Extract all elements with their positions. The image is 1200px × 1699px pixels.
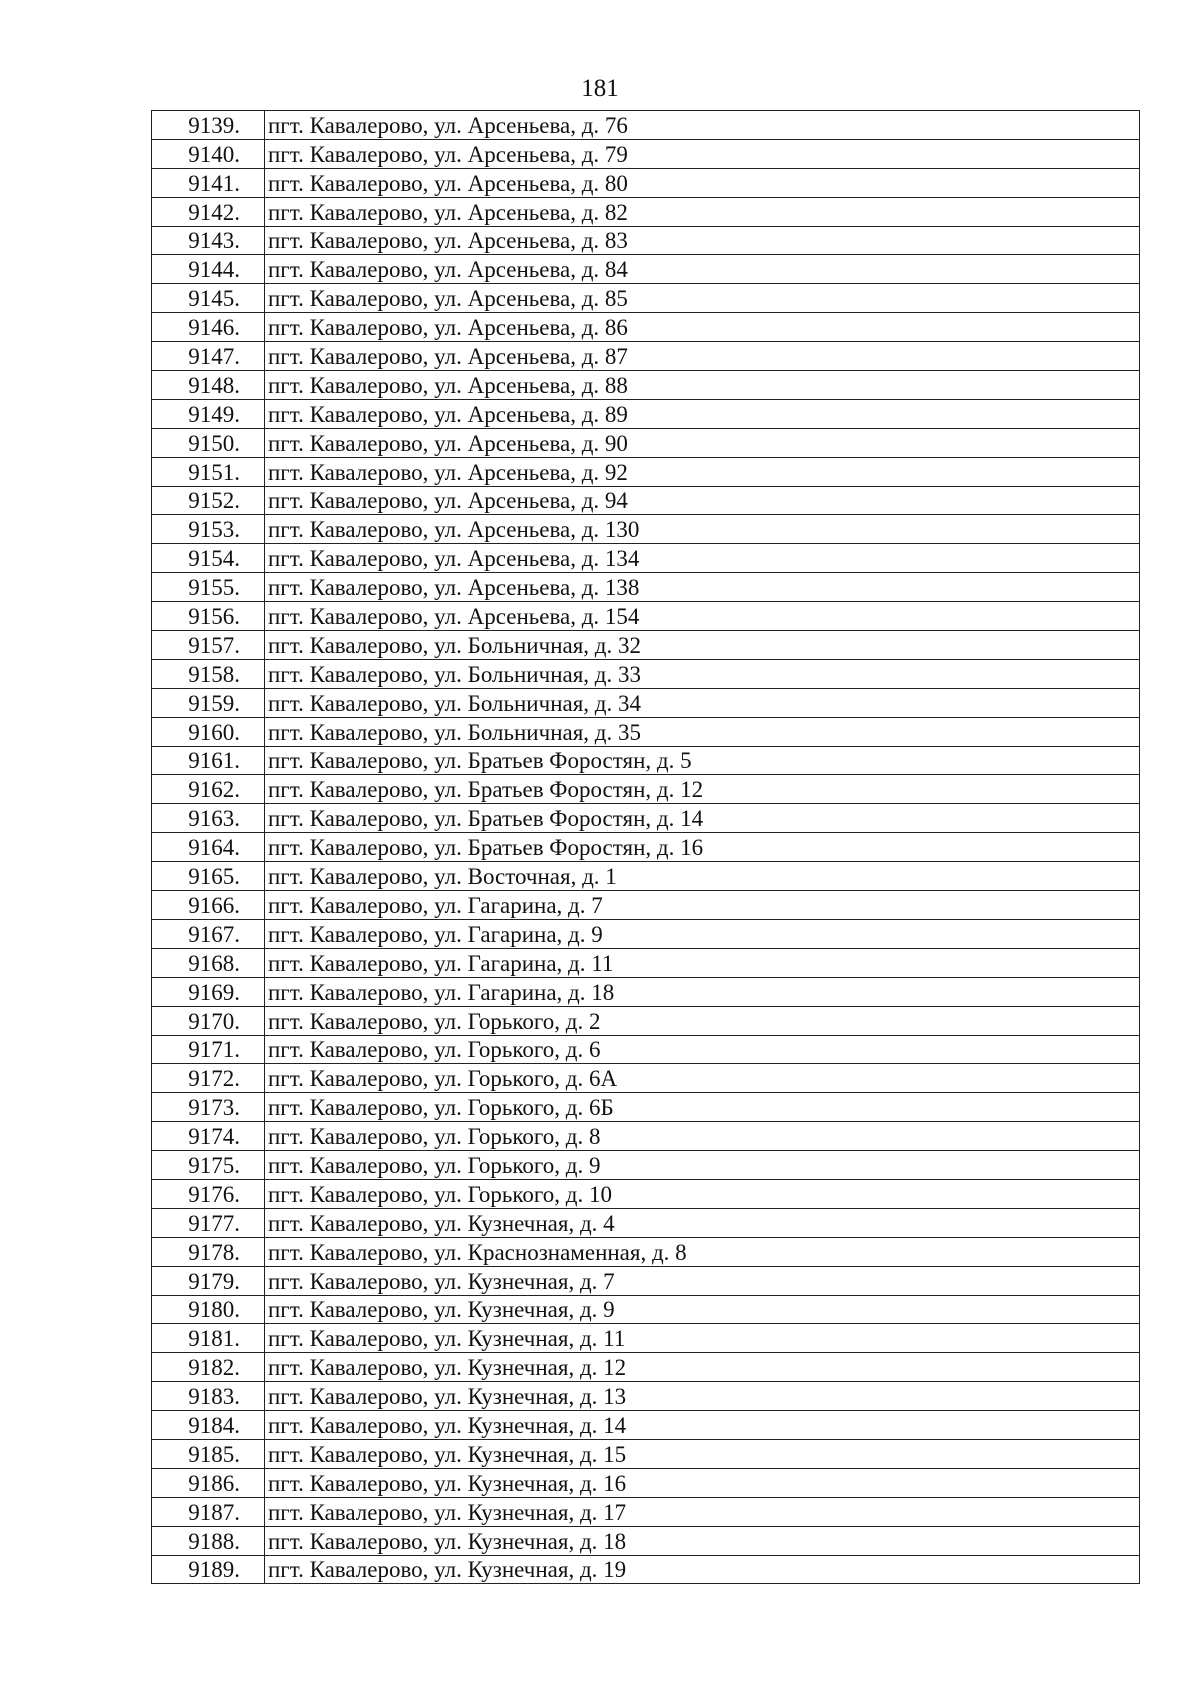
table-row <box>152 631 1140 660</box>
row-address: пгт. Кавалерово, ул. Гагарина, д. 7 <box>265 891 1140 920</box>
row-address: пгт. Кавалерово, ул. Горького, д. 10 <box>265 1179 1140 1208</box>
row-address: пгт. Кавалерово, ул. Кузнечная, д. 4 <box>265 1208 1140 1237</box>
row-address: пгт. Кавалерово, ул. Арсеньева, д. 138 <box>265 573 1140 602</box>
row-number: 9157. <box>152 631 265 660</box>
row-number: 9140. <box>152 139 265 168</box>
row-number: 9146. <box>152 313 265 342</box>
table-row <box>152 1093 1140 1122</box>
table-row <box>152 1468 1140 1497</box>
table-row <box>152 688 1140 717</box>
table-row <box>152 919 1140 948</box>
row-number: 9183. <box>152 1382 265 1411</box>
row-address: пгт. Кавалерово, ул. Братьев Форостян, д. 12 <box>265 775 1140 804</box>
row-number: 9182. <box>152 1353 265 1382</box>
page-number: 181 <box>581 75 619 102</box>
row-number: 9172. <box>152 1064 265 1093</box>
row-address: пгт. Кавалерово, ул. Арсеньева, д. 89 <box>265 399 1140 428</box>
table-row <box>152 891 1140 920</box>
row-address: пгт. Кавалерово, ул. Кузнечная, д. 9 <box>265 1295 1140 1324</box>
table-row <box>152 1035 1140 1064</box>
table-row <box>152 1382 1140 1411</box>
row-address: пгт. Кавалерово, ул. Больничная, д. 34 <box>265 688 1140 717</box>
row-address: пгт. Кавалерово, ул. Арсеньева, д. 92 <box>265 457 1140 486</box>
row-number: 9185. <box>152 1439 265 1468</box>
table-row <box>152 1266 1140 1295</box>
row-number: 9162. <box>152 775 265 804</box>
row-address: пгт. Кавалерово, ул. Кузнечная, д. 17 <box>265 1497 1140 1526</box>
row-number: 9151. <box>152 457 265 486</box>
row-address: пгт. Кавалерово, ул. Гагарина, д. 9 <box>265 919 1140 948</box>
row-number: 9177. <box>152 1208 265 1237</box>
row-number: 9150. <box>152 428 265 457</box>
table-row <box>152 168 1140 197</box>
table-row <box>152 1555 1140 1584</box>
row-number: 9158. <box>152 659 265 688</box>
row-address: пгт. Кавалерово, ул. Кузнечная, д. 16 <box>265 1468 1140 1497</box>
row-number: 9142. <box>152 197 265 226</box>
row-address: пгт. Кавалерово, ул. Арсеньева, д. 134 <box>265 544 1140 573</box>
row-number: 9143. <box>152 226 265 255</box>
row-number: 9184. <box>152 1411 265 1440</box>
table-row <box>152 313 1140 342</box>
row-number: 9155. <box>152 573 265 602</box>
row-number: 9188. <box>152 1526 265 1555</box>
table-row <box>152 746 1140 775</box>
row-number: 9159. <box>152 688 265 717</box>
row-number: 9178. <box>152 1237 265 1266</box>
table-row <box>152 197 1140 226</box>
row-address: пгт. Кавалерово, ул. Больничная, д. 33 <box>265 659 1140 688</box>
row-address: пгт. Кавалерово, ул. Братьев Форостян, д. 16 <box>265 833 1140 862</box>
table-row <box>152 1237 1140 1266</box>
row-address: пгт. Кавалерово, ул. Арсеньева, д. 82 <box>265 197 1140 226</box>
row-address: пгт. Кавалерово, ул. Кузнечная, д. 12 <box>265 1353 1140 1382</box>
row-address: пгт. Кавалерово, ул. Кузнечная, д. 18 <box>265 1526 1140 1555</box>
row-number: 9180. <box>152 1295 265 1324</box>
row-address: пгт. Кавалерово, ул. Арсеньева, д. 79 <box>265 139 1140 168</box>
row-address: пгт. Кавалерово, ул. Больничная, д. 32 <box>265 631 1140 660</box>
row-address: пгт. Кавалерово, ул. Гагарина, д. 18 <box>265 977 1140 1006</box>
row-address: пгт. Кавалерово, ул. Братьев Форостян, д. 5 <box>265 746 1140 775</box>
table-row <box>152 775 1140 804</box>
row-number: 9176. <box>152 1179 265 1208</box>
row-number: 9164. <box>152 833 265 862</box>
table-row <box>152 428 1140 457</box>
table-row <box>152 1006 1140 1035</box>
row-address: пгт. Кавалерово, ул. Арсеньева, д. 76 <box>265 111 1140 140</box>
table-row <box>152 717 1140 746</box>
table-row <box>152 573 1140 602</box>
row-address: пгт. Кавалерово, ул. Арсеньева, д. 154 <box>265 602 1140 631</box>
table-row <box>152 1208 1140 1237</box>
row-number: 9186. <box>152 1468 265 1497</box>
row-address: пгт. Кавалерово, ул. Кузнечная, д. 19 <box>265 1555 1140 1584</box>
row-number: 9139. <box>152 111 265 140</box>
row-address: пгт. Кавалерово, ул. Горького, д. 8 <box>265 1122 1140 1151</box>
table-row <box>152 139 1140 168</box>
row-number: 9149. <box>152 399 265 428</box>
table-row <box>152 804 1140 833</box>
row-address: пгт. Кавалерово, ул. Арсеньева, д. 83 <box>265 226 1140 255</box>
row-address: пгт. Кавалерово, ул. Арсеньева, д. 86 <box>265 313 1140 342</box>
table-row <box>152 255 1140 284</box>
row-address: пгт. Кавалерово, ул. Кузнечная, д. 15 <box>265 1439 1140 1468</box>
table-row <box>152 486 1140 515</box>
row-number: 9174. <box>152 1122 265 1151</box>
row-address: пгт. Кавалерово, ул. Арсеньева, д. 80 <box>265 168 1140 197</box>
table-row <box>152 1497 1140 1526</box>
row-number: 9168. <box>152 948 265 977</box>
table-row <box>152 284 1140 313</box>
row-number: 9161. <box>152 746 265 775</box>
row-address: пгт. Кавалерово, ул. Кузнечная, д. 13 <box>265 1382 1140 1411</box>
table-row <box>152 1353 1140 1382</box>
table-row <box>152 1526 1140 1555</box>
table-row <box>152 111 1140 140</box>
row-address: пгт. Кавалерово, ул. Арсеньева, д. 84 <box>265 255 1140 284</box>
row-number: 9169. <box>152 977 265 1006</box>
table-row <box>152 544 1140 573</box>
row-number: 9160. <box>152 717 265 746</box>
address-table <box>151 110 1140 1584</box>
table-row <box>152 371 1140 400</box>
row-address: пгт. Кавалерово, ул. Горького, д. 9 <box>265 1151 1140 1180</box>
row-address: пгт. Кавалерово, ул. Арсеньева, д. 88 <box>265 371 1140 400</box>
address-table-body <box>152 111 1140 1584</box>
row-number: 9152. <box>152 486 265 515</box>
row-number: 9144. <box>152 255 265 284</box>
row-address: пгт. Кавалерово, ул. Кузнечная, д. 14 <box>265 1411 1140 1440</box>
row-number: 9170. <box>152 1006 265 1035</box>
row-address: пгт. Кавалерово, ул. Арсеньева, д. 130 <box>265 515 1140 544</box>
row-number: 9147. <box>152 342 265 371</box>
row-number: 9189. <box>152 1555 265 1584</box>
row-address: пгт. Кавалерово, ул. Кузнечная, д. 11 <box>265 1324 1140 1353</box>
row-address: пгт. Кавалерово, ул. Гагарина, д. 11 <box>265 948 1140 977</box>
row-address: пгт. Кавалерово, ул. Арсеньева, д. 90 <box>265 428 1140 457</box>
table-row <box>152 1122 1140 1151</box>
row-number: 9175. <box>152 1151 265 1180</box>
row-number: 9141. <box>152 168 265 197</box>
table-row <box>152 1179 1140 1208</box>
row-number: 9181. <box>152 1324 265 1353</box>
row-address: пгт. Кавалерово, ул. Краснознаменная, д. 8 <box>265 1237 1140 1266</box>
table-row <box>152 342 1140 371</box>
table-row <box>152 226 1140 255</box>
row-number: 9156. <box>152 602 265 631</box>
row-number: 9167. <box>152 919 265 948</box>
row-address: пгт. Кавалерово, ул. Кузнечная, д. 7 <box>265 1266 1140 1295</box>
row-number: 9173. <box>152 1093 265 1122</box>
table-row <box>152 1411 1140 1440</box>
table-row <box>152 977 1140 1006</box>
row-address: пгт. Кавалерово, ул. Горького, д. 6 <box>265 1035 1140 1064</box>
table-row <box>152 399 1140 428</box>
row-number: 9145. <box>152 284 265 313</box>
row-number: 9154. <box>152 544 265 573</box>
table-row <box>152 1295 1140 1324</box>
table-row <box>152 1324 1140 1353</box>
row-number: 9179. <box>152 1266 265 1295</box>
row-number: 9165. <box>152 862 265 891</box>
row-number: 9148. <box>152 371 265 400</box>
row-address: пгт. Кавалерово, ул. Арсеньева, д. 87 <box>265 342 1140 371</box>
table-row <box>152 1064 1140 1093</box>
row-address: пгт. Кавалерово, ул. Восточная, д. 1 <box>265 862 1140 891</box>
row-address: пгт. Кавалерово, ул. Горького, д. 2 <box>265 1006 1140 1035</box>
table-row <box>152 659 1140 688</box>
row-number: 9187. <box>152 1497 265 1526</box>
row-address: пгт. Кавалерово, ул. Братьев Форостян, д. 14 <box>265 804 1140 833</box>
table-row <box>152 602 1140 631</box>
table-row <box>152 862 1140 891</box>
row-number: 9153. <box>152 515 265 544</box>
row-address: пгт. Кавалерово, ул. Арсеньева, д. 94 <box>265 486 1140 515</box>
row-address: пгт. Кавалерово, ул. Больничная, д. 35 <box>265 717 1140 746</box>
row-address: пгт. Кавалерово, ул. Горького, д. 6Б <box>265 1093 1140 1122</box>
table-row <box>152 1439 1140 1468</box>
row-number: 9166. <box>152 891 265 920</box>
table-row <box>152 1151 1140 1180</box>
row-number: 9163. <box>152 804 265 833</box>
row-address: пгт. Кавалерово, ул. Арсеньева, д. 85 <box>265 284 1140 313</box>
table-row <box>152 833 1140 862</box>
table-row <box>152 457 1140 486</box>
row-address: пгт. Кавалерово, ул. Горького, д. 6А <box>265 1064 1140 1093</box>
row-number: 9171. <box>152 1035 265 1064</box>
table-row <box>152 515 1140 544</box>
table-row <box>152 948 1140 977</box>
